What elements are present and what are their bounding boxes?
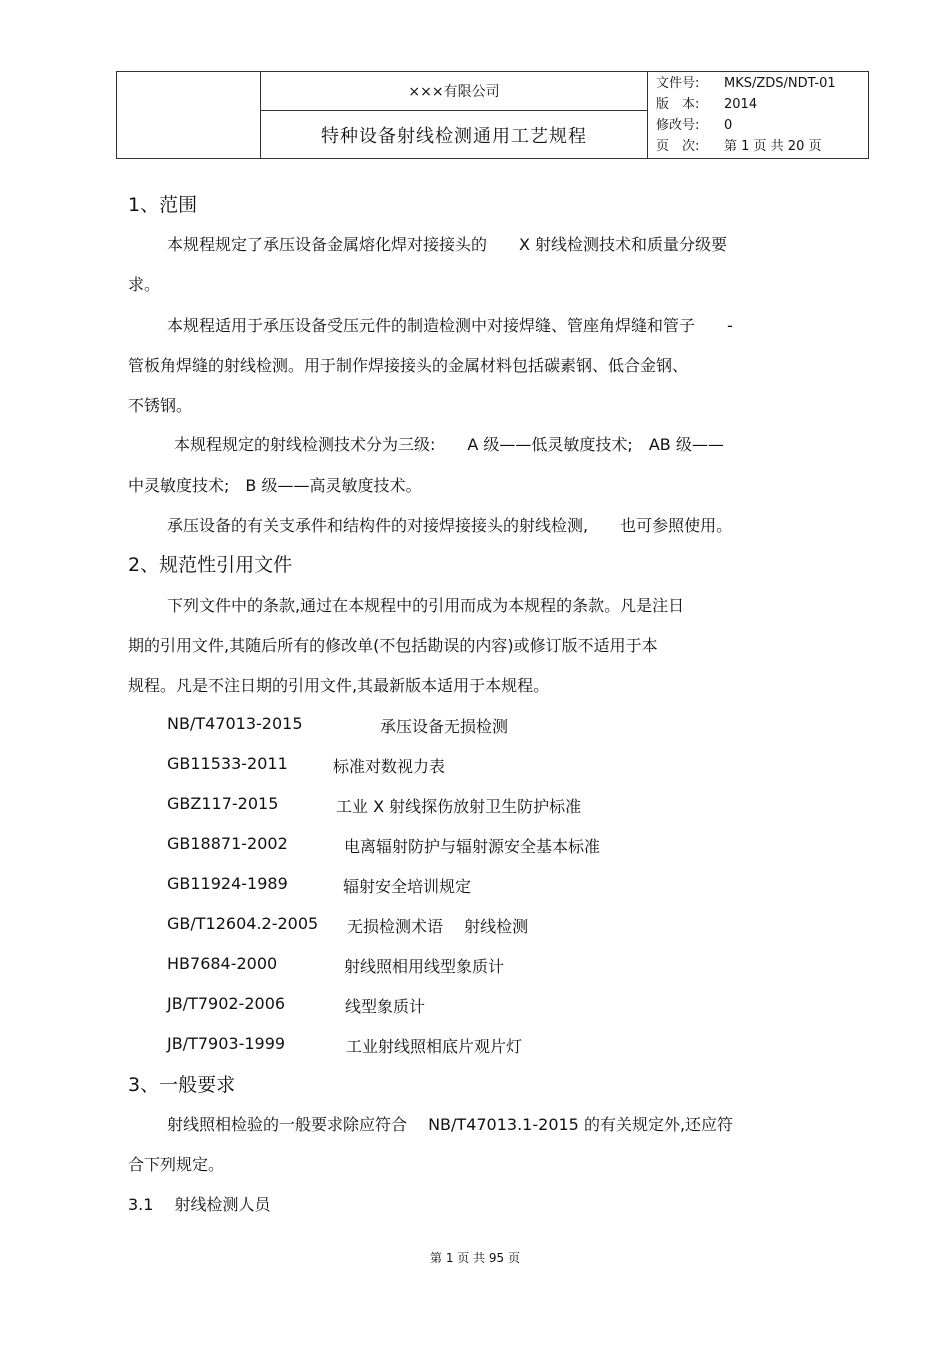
reference-code: JB/T7902-2006 bbox=[167, 994, 286, 1013]
reference-title: 电离辐射防护与辐射源安全基本标准 bbox=[344, 837, 601, 856]
reference-code: GB11924-1989 bbox=[167, 874, 288, 893]
reference-title: 承压设备无损检测 bbox=[380, 717, 509, 736]
s1-p3-line2: 中灵敏度技术; B 级——高灵敏度技术。 bbox=[128, 476, 422, 495]
reference-code: HB7684-2000 bbox=[167, 954, 278, 973]
s3-p1-line1: 射线照相检验的一般要求除应符合 NB/T47013.1-2015 的有关规定外,还应符 bbox=[167, 1115, 734, 1134]
s2-p1-line3: 规程。凡是不注日期的引用文件,其最新版本适用于本规程。 bbox=[128, 676, 550, 695]
document-title: 特种设备射线检测通用工艺规程 bbox=[261, 111, 648, 159]
document-meta bbox=[648, 72, 869, 159]
section-3-heading: 3、一般要求 bbox=[128, 1074, 236, 1096]
page-footer: 第 1 页 共 95 页 bbox=[430, 1251, 520, 1265]
s1-p2-line1: 本规程适用于承压设备受压元件的制造检测中对接焊缝、管座角焊缝和管子 - bbox=[167, 316, 733, 335]
reference-code: GB18871-2002 bbox=[167, 834, 288, 853]
logo-area bbox=[117, 72, 261, 159]
reference-code: GBZ117-2015 bbox=[167, 794, 279, 813]
s1-p2-line2: 管板角焊缝的射线检测。用于制作焊接接头的金属材料包括碳素钢、低合金钢、 bbox=[128, 356, 689, 375]
reference-code: GB/T12604.2-2005 bbox=[167, 914, 319, 933]
s2-p1-line2: 期的引用文件,其随后所有的修改单(不包括勘误的内容)或修订版不适用于本 bbox=[128, 636, 658, 655]
reference-title: 工业 X 射线探伤放射卫生防护标准 bbox=[336, 797, 582, 816]
s1-p3-line1: 本规程规定的射线检测技术分为三级: A 级——低灵敏度技术; AB 级—— bbox=[174, 435, 724, 454]
reference-title: 辐射安全培训规定 bbox=[343, 877, 472, 896]
reference-title: 射线照相用线型象质计 bbox=[344, 957, 505, 976]
meta-revision: 修改号: 0 bbox=[656, 118, 733, 133]
s3-p1-line2: 合下列规定。 bbox=[128, 1155, 225, 1174]
section-3-1-heading: 3.1 射线检测人员 bbox=[128, 1195, 271, 1214]
s1-p4: 承压设备的有关支承件和结构件的对接焊接接头的射线检测, 也可参照使用。 bbox=[167, 516, 733, 535]
s2-p1-line1: 下列文件中的条款,通过在本规程中的引用而成为本规程的条款。凡是注日 bbox=[167, 596, 685, 615]
document-header-table bbox=[116, 71, 869, 159]
reference-title: 线型象质计 bbox=[345, 997, 426, 1016]
reference-code: NB/T47013-2015 bbox=[167, 714, 303, 733]
s1-p2-line3: 不锈钢。 bbox=[128, 396, 193, 415]
meta-file-number: 文件号: MKS/ZDS/NDT-01 bbox=[656, 76, 836, 91]
section-2-heading: 2、规范性引用文件 bbox=[128, 554, 293, 576]
section-1-heading: 1、范围 bbox=[128, 194, 198, 216]
meta-version: 版 本: 2014 bbox=[656, 97, 758, 112]
reference-code: GB11533-2011 bbox=[167, 754, 288, 773]
s1-p1-line2: 求。 bbox=[128, 275, 161, 294]
reference-code: JB/T7903-1999 bbox=[167, 1034, 286, 1053]
meta-page: 页 次: 第 1 页 共 20 页 bbox=[656, 139, 822, 154]
s1-p1-line1: 本规程规定了承压设备金属熔化焊对接接头的 X 射线检测技术和质量分级要 bbox=[167, 235, 728, 254]
reference-title: 工业射线照相底片观片灯 bbox=[346, 1037, 523, 1056]
reference-title: 无损检测术语 射线检测 bbox=[347, 917, 529, 936]
company-name: ×××有限公司 bbox=[261, 72, 648, 111]
reference-title: 标准对数视力表 bbox=[333, 757, 446, 776]
